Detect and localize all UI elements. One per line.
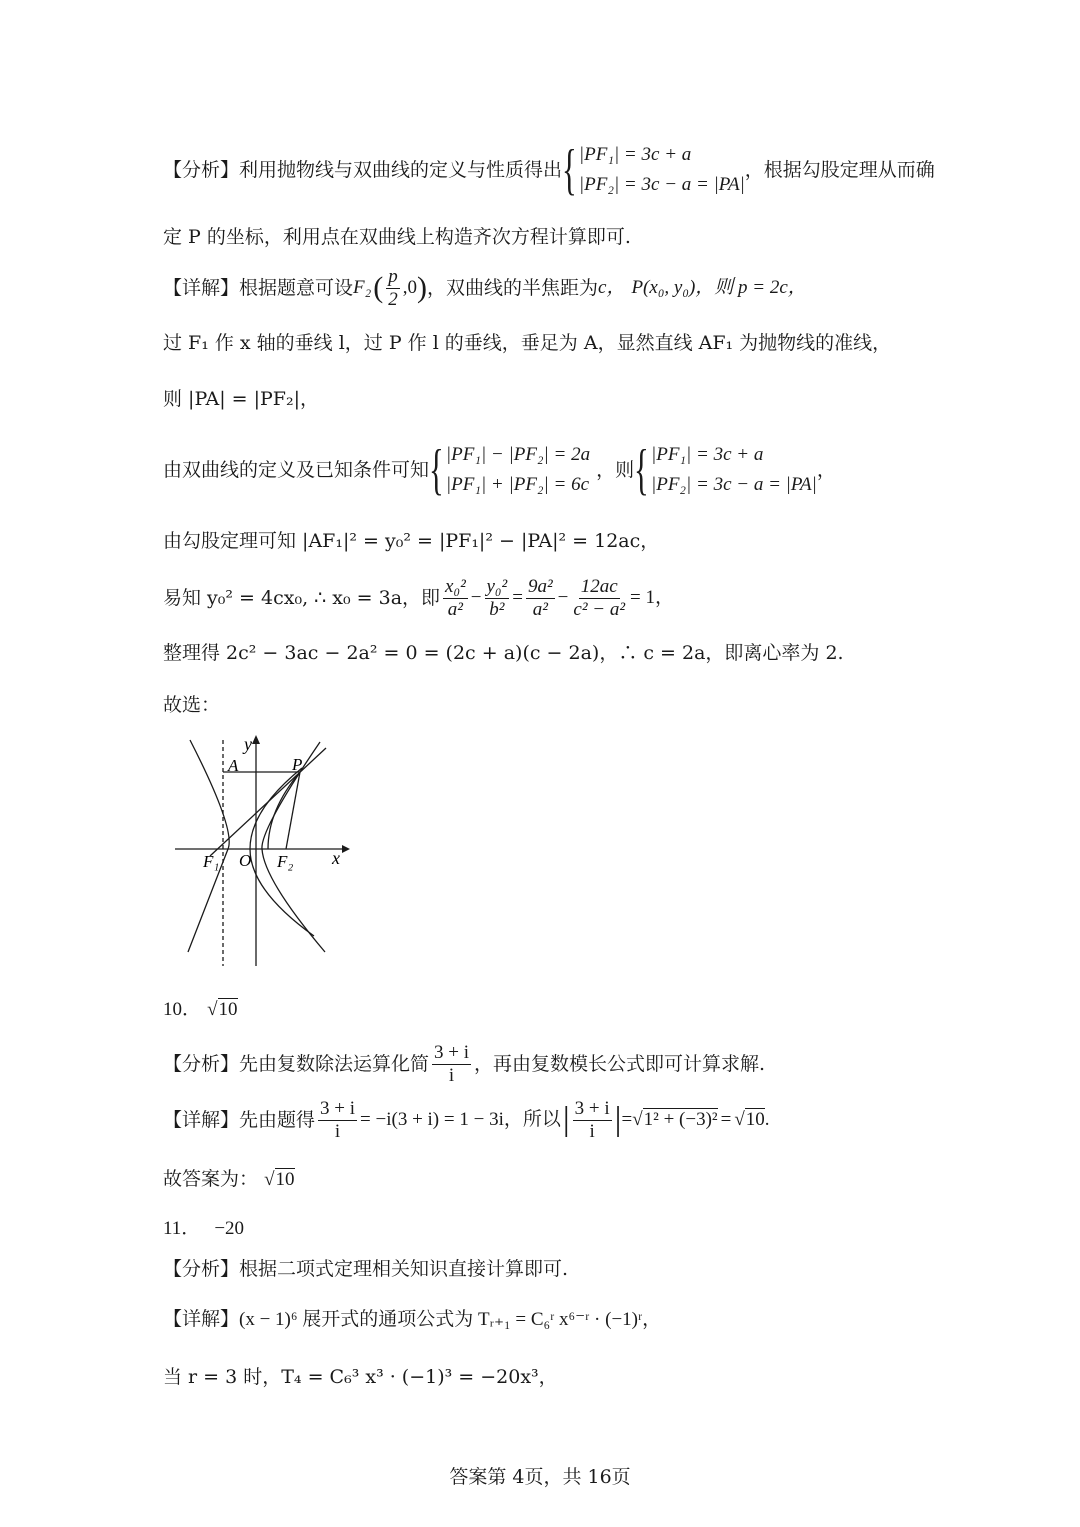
detail-text: (x − 1)⁶ 展开式的通项公式为 Tᵣ₊₁ = C₆ʳ x⁶⁻ʳ · (−1)ʳ，	[239, 1309, 662, 1330]
q10-answer-line	[163, 996, 238, 1023]
equation-system: { |PF₁| − |PF₂| = 2a |PF₁| + |PF₂| = 6c	[429, 439, 591, 501]
system-row: |PF₁| = 3c + a	[578, 144, 692, 165]
y-axis-arrow	[252, 735, 260, 744]
label-A: A	[228, 756, 239, 775]
q11-line3: 当 r = 3 时，T₄ = C₆³ x³ · (−1)³ = −20x³，	[163, 1366, 558, 1388]
detail-q9-line5: 由勾股定理可知 |AF₁|² = y₀² = |PF₁|² − |PA|² = 12ac，	[163, 530, 660, 552]
analysis-text: ，根据勾股定理从而确	[744, 159, 935, 181]
analysis-tag: 【分析】	[163, 1053, 240, 1075]
analysis-tag: 【分析】	[163, 1258, 240, 1280]
detail-text: ，	[816, 459, 836, 481]
q10-detail-line: 【详解】 先由题得 $\frac{3 + i}{i}$ = −i(3 + i) = 1 − 3i，所以 | $\frac{3 + i}{i}$ | = √1² + (−3)² = √10 .	[163, 1097, 770, 1142]
math-term: F₂	[353, 277, 372, 298]
label-F1: F₁	[203, 852, 220, 871]
analysis-text: 先由复数除法运算化简	[239, 1053, 430, 1075]
question-number: 10．	[163, 999, 202, 1020]
analysis-text: 根据二项式定理相关知识直接计算即可.	[239, 1258, 569, 1280]
label-x: x	[332, 848, 340, 868]
equals: =	[621, 1109, 633, 1130]
detail-q9-line2: 过 F₁ 作 x 轴的垂线 l，过 P 作 l 的垂线，垂足为 A，显然直线 AF₁ 为抛物线的准线，	[163, 332, 892, 354]
detail-q9-line1: 【详解】 根据题意可设 F₂ ( $\frac{p}{2}$ ,0 ) ，双曲线的半焦距为 c， P(x₀, y₀)，则 p = 2c，	[163, 265, 807, 310]
analysis-q9-line2: 定 P 的坐标，利用点在双曲线上构造齐次方程计算即可.	[163, 226, 631, 248]
period: .	[764, 1109, 770, 1130]
system-row: |PF₂| = 3c − a = |PA|	[578, 174, 745, 195]
detail-q9-line4	[163, 438, 836, 502]
detail-text: 先由题得	[239, 1109, 316, 1131]
q10-analysis-line	[163, 1040, 765, 1088]
detail-tag: 【详解】	[163, 1308, 240, 1330]
analysis-text: ，再由复数模长公式即可计算求解.	[474, 1053, 766, 1075]
detail-q9-line8: 故选：	[163, 694, 221, 716]
detail-text: 由双曲线的定义及已知条件可知	[163, 459, 430, 481]
detail-q9-line7: 整理得 2c² − 3ac − 2a² = 0 = (2c + a)(c − 2a)，∴ c = 2a，即离心率为 2.	[163, 642, 844, 664]
fraction: $\frac{\text{9a²}}{\text{a²}}$	[527, 575, 553, 620]
equation-system: { |PF₁| = 3c + a |PF₂| = 3c − a = |PA|	[634, 439, 817, 501]
system-row: |PF₁| + |PF₂| = 6c	[445, 474, 590, 495]
fraction: $\frac{3 + i}{i}$	[434, 1041, 470, 1086]
q11-analysis-line	[163, 1256, 568, 1282]
label-y: y	[244, 734, 252, 754]
q10-final-answer	[163, 1166, 295, 1193]
hyperbola-parabola-figure	[170, 730, 360, 970]
label-P: P	[292, 755, 303, 774]
detail-q9-line3: 则 |PA| = |PF₂|，	[163, 388, 319, 410]
system-row: |PF₂| = 3c − a = |PA|	[650, 474, 817, 495]
q11-answer-line	[163, 1215, 244, 1242]
detail-text: = −i(3 + i) = 1 − 3i，所以	[360, 1109, 561, 1130]
fraction: $\frac{p}{2}$	[388, 265, 398, 310]
sqrt-expression: √10	[734, 1109, 765, 1130]
sqrt-expression: √1² + (−3)²	[632, 1109, 718, 1130]
analysis-q9-line1	[163, 140, 935, 200]
equals: =	[720, 1109, 732, 1130]
detail-text: 易知 y₀² = 4cx₀, ∴ x₀ = 3a，即	[163, 587, 441, 609]
fraction: $\frac{\text{y₀²}}{\text{b²}}$	[486, 575, 508, 620]
q11-detail-line	[163, 1306, 661, 1333]
detail-text: 根据题意可设	[239, 277, 354, 299]
detail-text: ，双曲线的半焦距为	[427, 277, 599, 299]
analysis-tag: 【分析】	[163, 159, 240, 181]
fraction: $\frac{\text{x₀²}}{\text{a²}}$	[445, 575, 466, 620]
math-term: c，	[598, 277, 626, 298]
system-row: |PF₁| − |PF₂| = 2a	[445, 444, 591, 465]
fraction: $\frac{3 + i}{i}$	[574, 1097, 610, 1142]
math-term: P(x₀, y₀)，则 p = 2c，	[631, 277, 807, 298]
detail-tag: 【详解】	[163, 277, 240, 299]
equation-system: { |PF₁| = 3c + a |PF₂| = 3c − a = |PA|	[562, 139, 745, 201]
answer-value: √10	[207, 999, 238, 1020]
x-axis-arrow	[342, 845, 350, 853]
answer-value: √10	[264, 1169, 295, 1190]
question-number: 11．	[163, 1218, 201, 1239]
fraction: $\frac{12ac}{\text{c² − a²}}$	[573, 575, 626, 620]
detail-text: = 1，	[630, 587, 675, 608]
detail-q9-line6: 易知 y₀² = 4cx₀, ∴ x₀ = 3a，即 $\frac{\text{x₀²}}{\text{a²}}$ − $\frac{\text{y₀²}}{\text{b²}}$ = $\frac{\text{9a²}}{\text{a²}}$ − $\frac{12ac}{\text{c² − a²}}$ = 1，	[163, 575, 675, 620]
page-footer: 答案第 4页，共 16页	[449, 1466, 631, 1488]
system-row: |PF₁| = 3c + a	[650, 444, 764, 465]
detail-text: ，则	[596, 459, 635, 481]
analysis-text: 利用抛物线与双曲线的定义与性质得出	[239, 159, 563, 181]
answer-value: −20	[214, 1218, 245, 1239]
final-answer-label: 故答案为：	[163, 1168, 259, 1190]
label-O: O	[239, 851, 252, 870]
detail-tag: 【详解】	[163, 1109, 240, 1131]
label-F2: F₂	[277, 852, 294, 871]
fraction: $\frac{3 + i}{i}$	[320, 1097, 356, 1142]
